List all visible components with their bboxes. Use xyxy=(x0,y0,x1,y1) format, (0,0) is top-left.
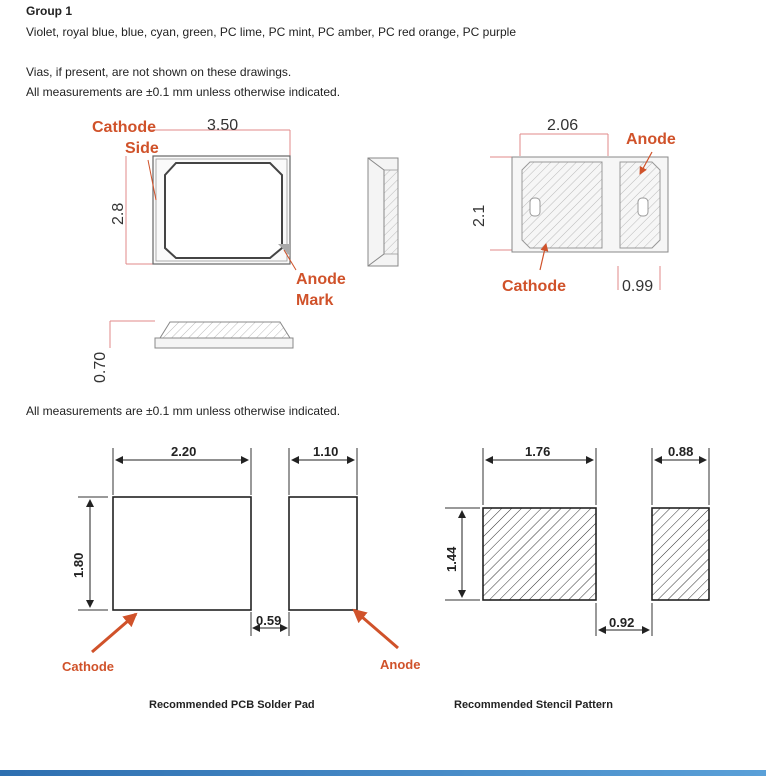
stencil-pattern-drawing xyxy=(445,448,709,636)
pcb-cathode-width-dim: 2.20 xyxy=(171,444,197,459)
bottom-width-dim: 2.06 xyxy=(547,117,579,134)
pcb-anode-width-dim: 1.10 xyxy=(313,444,339,459)
pcb-anode-label: Anode xyxy=(380,657,421,672)
pcb-solder-pad-drawing xyxy=(78,448,398,652)
cathode-pointer-arrow xyxy=(92,614,136,652)
tolerance-note-top: All measurements are ±0.1 mm unless otherwise indicated. xyxy=(26,85,341,99)
stencil-gap-dim: 0.92 xyxy=(609,615,635,630)
cathode-side-label-line2: Side xyxy=(125,140,159,157)
stencil-height-dim: 1.44 xyxy=(444,546,459,572)
package-front-view xyxy=(110,321,293,348)
stencil-anode-width-dim: 0.88 xyxy=(668,444,694,459)
vias-note: Vias, if present, are not shown on these drawings. xyxy=(26,65,292,79)
anode-mark-label-line2: Mark xyxy=(296,292,334,309)
anode-mark-label-line1: Anode xyxy=(296,271,346,288)
pcb-pad-height-dim: 1.80 xyxy=(71,552,86,578)
pcb-gap-dim: 0.59 xyxy=(256,613,282,628)
package-width-dim: 3.50 xyxy=(207,117,239,134)
pcb-cathode-pad xyxy=(113,497,251,610)
cathode-side-label-line1: Cathode xyxy=(92,119,156,136)
package-bottom-view xyxy=(490,134,668,290)
stencil-anode-aperture xyxy=(652,508,709,600)
group-title: Group 1 xyxy=(26,4,73,18)
package-side-view xyxy=(368,158,398,266)
pcb-caption: Recommended PCB Solder Pad xyxy=(149,699,315,711)
package-lens xyxy=(165,163,282,258)
stencil-cathode-width-dim: 1.76 xyxy=(525,444,551,459)
pcb-anode-pad xyxy=(289,497,357,610)
stencil-cathode-aperture xyxy=(483,508,596,600)
package-thickness-dim: 0.70 xyxy=(92,351,109,383)
pcb-cathode-label: Cathode xyxy=(62,659,114,674)
bottom-pad-width-dim: 0.99 xyxy=(622,278,654,295)
group-color-list: Violet, royal blue, blue, cyan, green, PC lime, PC mint, PC amber, PC red orange, PC purple xyxy=(26,25,517,39)
tolerance-note-bottom: All measurements are ±0.1 mm unless otherwise indicated. xyxy=(26,404,341,418)
bottom-anode-label: Anode xyxy=(626,131,676,148)
bottom-height-dim: 2.1 xyxy=(471,204,488,227)
stencil-caption: Recommended Stencil Pattern xyxy=(454,699,613,711)
bottom-cathode-label: Cathode xyxy=(502,278,566,295)
package-height-dim: 2.8 xyxy=(110,202,127,225)
anode-pointer-arrow xyxy=(354,610,398,648)
footer-accent-bar xyxy=(0,770,766,776)
